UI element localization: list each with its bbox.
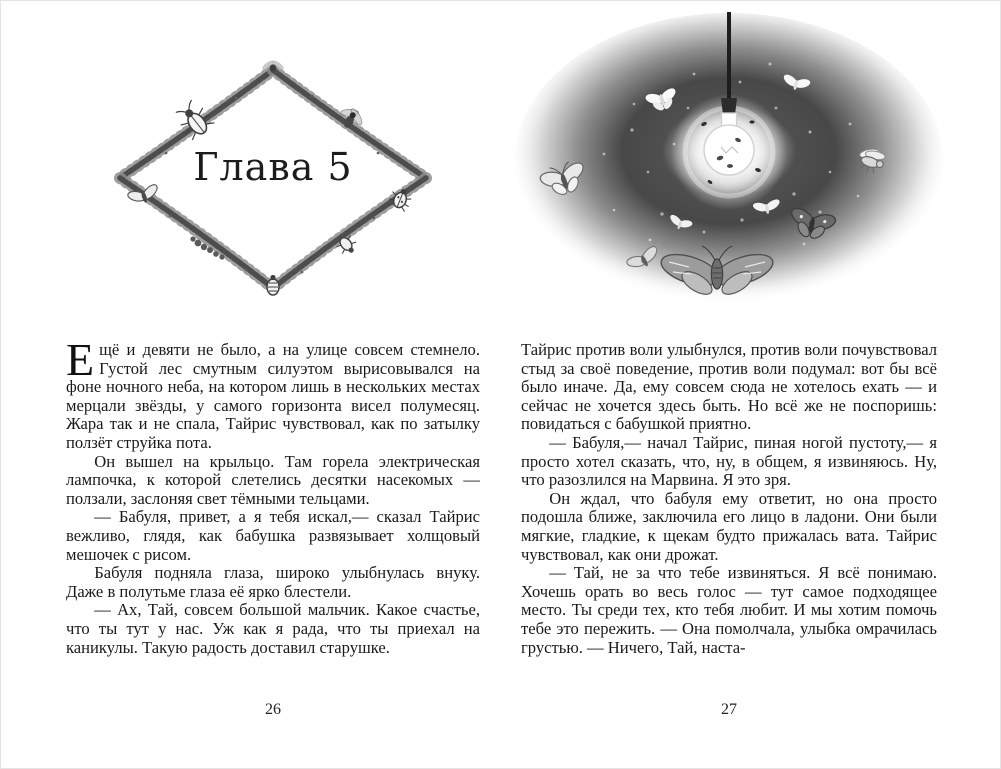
paragraph: Тайрис против воли улыбнулся, против воли почувствовал стыд за своё поведение, против воли подумал: вот бы всё было иначе. Да, ему совсем сюда не хотелось ехать — и сейчас не хочется здесь быть. Но всё же не поспоришь: повидаться с бабушкой приятно. (521, 340, 937, 434)
chapter-title: Глава 5 (193, 145, 353, 189)
left-page (64, 0, 482, 769)
insect-frame-illustration (106, 58, 440, 304)
lamp-cord (727, 12, 731, 98)
lightbulb-with-moths-illustration (512, 12, 946, 322)
paragraph: — Бабуля,— начал Тайрис, пиная ногой пустоту,— я просто хотел сказать, что, ну, в общем, я извиняюсь. Ну, что разозлился на Марвина. Я это зря. (521, 432, 937, 490)
paragraph: Он вышел на крыльцо. Там горела электрическая лампочка, к которой слетелись десятки насекомых — ползали, заслоняя свет тёмными тельцами. (66, 451, 480, 508)
lightbulb-illustration-svg (512, 12, 946, 322)
page-number-left: 26 (265, 701, 281, 718)
paragraph: Ещё и девяти не было, а на улице совсем стемнело. Густой лес смутным силуэтом вырисовывался на фоне ночного неба, на котором лишь в нескольких местах мерцали звёзды, у самого горизонта висел полумесяц. Жара так и не спала, Тайрис чувствовал, как по затылку ползёт струйка пота. (66, 334, 480, 452)
paragraph: Он ждал, что бабуля ему ответит, но она просто подошла ближе, заключила его лицо в ладони. Они были мягкие, гладкие, к щекам будто прижалась вата. Тайрис чувствовал, как они дрожат. (521, 488, 937, 564)
right-page (519, 0, 939, 769)
drop-cap: Е (66, 334, 95, 385)
left-page-text (66, 334, 480, 657)
paragraph: — Бабуля, привет, а я тебя искал,— сказал Тайрис вежливо, глядя, как бабушка развязывает холщовый мешочек с рисом. (66, 507, 480, 564)
right-page-text (521, 341, 937, 657)
paragraph: — Ах, Тай, совсем большой мальчик. Какое счастье, что ты тут у нас. Уж как я рада, что ты приехал на каникулы. Такую радость доставил старушке. (66, 600, 480, 657)
paragraph: Бабуля подняла глаза, широко улыбнулась внуку. Даже в полутьме глаза её ярко блестели. (66, 563, 480, 601)
paragraph: — Тай, не за что тебе извиняться. Я всё понимаю. Хочешь орать во весь голос — тут самое подходящее место. Ты среди тех, кто тебя любит. И мы хотим помочь тебе это пережить. — Она помолчала, улыбка омрачилась грустью. — Ничего, Тай, наста- (521, 563, 937, 657)
page-number-right: 27 (721, 701, 737, 718)
